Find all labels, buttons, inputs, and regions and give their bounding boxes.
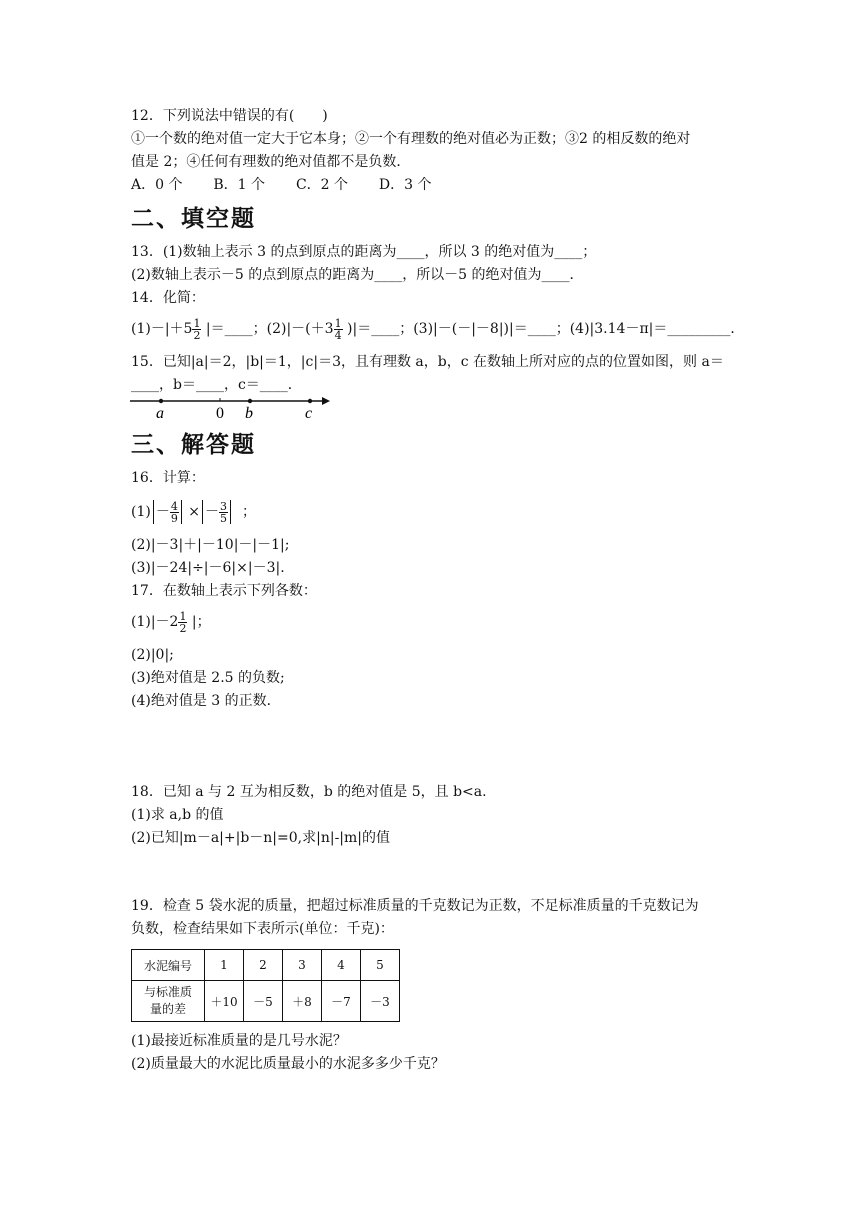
q14-fraction-2-numerator: 1 bbox=[334, 316, 342, 330]
q17-part2: (2)|0|; bbox=[131, 647, 174, 663]
q19-stem-line2: 负数，检查结果如下表所示(单位：千克)： bbox=[131, 921, 394, 937]
q19-part1: (1)最接近标准质量的是几号水泥？ bbox=[131, 1033, 347, 1049]
q12-option-b: B．1 个 bbox=[213, 177, 266, 193]
table-cell: 4 bbox=[322, 950, 361, 981]
q14-fraction-2-denominator: 4 bbox=[334, 328, 342, 342]
q12-statements-line2: 值是 2；④任何有理数的绝对值都不是负数． bbox=[131, 154, 411, 170]
q16-fraction-2-denominator: 5 bbox=[220, 511, 228, 525]
q19-part2: (2)质量最大的水泥比质量最小的水泥多多少千克？ bbox=[131, 1056, 445, 1072]
q17-part1-end: |； bbox=[191, 614, 211, 630]
q16-fraction-1-numerator: 4 bbox=[170, 499, 178, 513]
q16-minus-1: － bbox=[155, 504, 170, 520]
table-cell: －7 bbox=[322, 981, 361, 1022]
q16-part1-tail: ； bbox=[241, 504, 256, 520]
table-header-cell bbox=[132, 981, 205, 1022]
q16-part2: (2)|－3|＋|－10|－|－1|; bbox=[131, 537, 290, 553]
q17-stem: 17．在数轴上表示下列各数： bbox=[131, 583, 317, 599]
q12-option-c: C．2 个 bbox=[295, 177, 349, 193]
table-cell: 5 bbox=[361, 950, 400, 981]
q17-part4: (4)绝对值是 3 的正数． bbox=[131, 693, 281, 709]
q13-part1: 13．(1)数轴上表示 3 的点到原点的距离为____，所以 3 的绝对值为____； bbox=[131, 244, 597, 260]
q18-part2: (2)已知|m－a|+|b－n|=0,求|n|-|m|的值 bbox=[131, 830, 391, 846]
table-cell: 2 bbox=[244, 950, 283, 981]
table-header-cell: 水泥编号 bbox=[132, 950, 205, 981]
q12-statements-line1: ①一个数的绝对值一定大于它本身；②一个有理数的绝对值必为正数；③2 的相反数的绝对 bbox=[131, 131, 691, 147]
table-row bbox=[132, 950, 400, 981]
q12-option-d: D．3 个 bbox=[378, 177, 432, 193]
q14-fraction-2 bbox=[334, 318, 343, 341]
section-heading-answer: 三、解答题 bbox=[131, 432, 256, 458]
q12-stem: 12．下列说法中错误的有( ) bbox=[131, 108, 328, 124]
table-cell: 3 bbox=[283, 950, 322, 981]
q16-fraction-1-denominator: 9 bbox=[170, 511, 178, 525]
q15-number-line bbox=[128, 394, 333, 422]
table-header-line: 量的差 bbox=[149, 1002, 186, 1016]
q18-stem: 18．已知 a 与 2 互为相反数，b 的绝对值是 5，且 b<a. bbox=[131, 784, 487, 800]
q18-part1: (1)求 a,b 的值 bbox=[131, 807, 224, 823]
table-cell: 1 bbox=[205, 950, 244, 981]
q16-times: × bbox=[188, 504, 201, 520]
q15-stem-line2: ____，b＝____，c＝____． bbox=[131, 377, 302, 393]
table-header-line: 与标准质 bbox=[143, 985, 192, 999]
table-cell: ＋8 bbox=[283, 981, 322, 1022]
q14-stem: 14．化简： bbox=[131, 290, 205, 306]
q19-stem-line1: 19．检查 5 袋水泥的质量，把超过标准质量的千克数记为正数，不足标准质量的千克数记为 bbox=[131, 898, 699, 914]
q17-part3: (3)绝对值是 2.5 的负数; bbox=[131, 670, 285, 686]
abs-bar bbox=[202, 500, 203, 524]
label-b: b bbox=[245, 405, 253, 422]
q14-expr-rest: )|＝____；(3)|－(－|－8|)|＝____；(4)|3.14－π|＝_________． bbox=[347, 321, 745, 337]
point-a-dot bbox=[159, 399, 163, 403]
q16-part3: (3)|－24|÷|－6|×|－3|. bbox=[131, 560, 285, 576]
q16-part1-label: (1) bbox=[131, 504, 151, 520]
q16-fraction-1 bbox=[170, 501, 179, 524]
q14-expr-1-start: (1)－|＋5 bbox=[131, 321, 193, 337]
section-heading-fill-in: 二、填空题 bbox=[131, 206, 256, 232]
q17-part1-start: (1)|－2 bbox=[131, 614, 179, 630]
q14-fraction-1-numerator: 1 bbox=[193, 316, 201, 330]
q13-part2: (2)数轴上表示－5 的点到原点的距离为____，所以－5 的绝对值为____． bbox=[131, 267, 584, 283]
table-cell: －5 bbox=[244, 981, 283, 1022]
abs-bar bbox=[181, 500, 182, 524]
q17-fraction-denominator: 2 bbox=[179, 621, 187, 635]
number-line-arrow-icon bbox=[322, 397, 330, 405]
q14-fraction-1 bbox=[192, 318, 201, 341]
q16-fraction-2-numerator: 3 bbox=[220, 499, 228, 513]
q12-option-a: A．0 个 bbox=[131, 177, 183, 193]
abs-bar bbox=[230, 500, 231, 524]
table-cell: －3 bbox=[361, 981, 400, 1022]
q16-part1 bbox=[131, 497, 256, 527]
point-c-dot bbox=[308, 399, 312, 403]
q14-fraction-1-denominator: 2 bbox=[193, 328, 201, 342]
table-row bbox=[132, 981, 400, 1022]
q14-expr-1-end: |＝____；(2)|－(＋3 bbox=[205, 321, 334, 337]
label-zero: 0 bbox=[216, 405, 224, 422]
q17-fraction bbox=[178, 611, 187, 634]
q14-expressions bbox=[131, 316, 744, 342]
q17-fraction-numerator: 1 bbox=[179, 609, 187, 623]
label-c: c bbox=[305, 405, 313, 422]
point-b-dot bbox=[248, 399, 252, 403]
table-cell: ＋10 bbox=[205, 981, 244, 1022]
abs-bar bbox=[153, 500, 154, 524]
q12-options bbox=[131, 176, 432, 194]
q16-fraction-2 bbox=[219, 501, 228, 524]
q16-stem: 16．计算： bbox=[131, 470, 205, 486]
label-a: a bbox=[156, 405, 164, 422]
cement-weight-table bbox=[131, 949, 400, 1022]
q15-stem-line1: 15．已知|a|＝2，|b|＝1，|c|＝3，且有理数 a，b，c 在数轴上所对应的点的位置如图，则 a＝ bbox=[131, 354, 724, 370]
q17-part1 bbox=[131, 609, 211, 635]
q16-minus-2: － bbox=[205, 504, 220, 520]
